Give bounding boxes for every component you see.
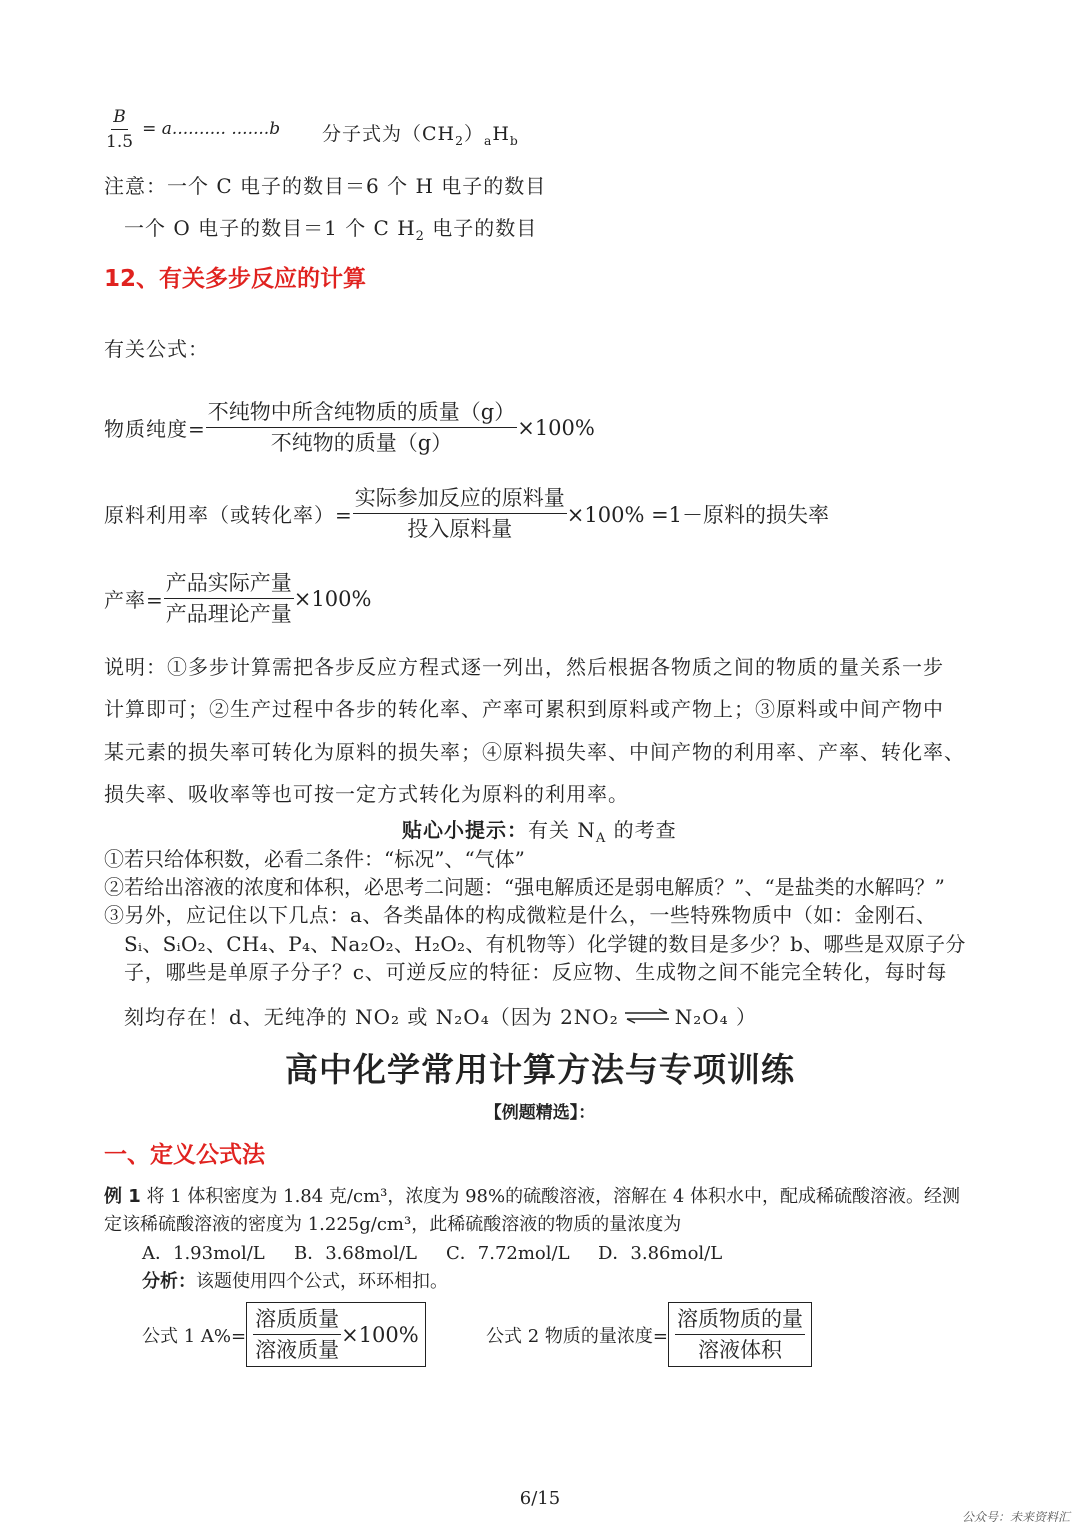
top-fraction-line [104,106,280,153]
formula-1-numerator: 溶质质量 [253,1305,341,1335]
equation-rest: = a.......... .......b [142,119,281,139]
tips-line-3: ③另外，应记住以下几点：a、各类晶体的构成微粒是什么，一些特殊物质中（如：金刚石、 [104,903,937,927]
explain-line-1: 说明：①多步计算需把各步反应方程式逐一列出，然后根据各物质之间的物质的量关系一步 [104,655,944,679]
formula-2-denominator: 溶液体积 [697,1338,782,1362]
util-denominator: 投入原料量 [407,517,513,541]
analysis-text: 该题使用四个公式，环环相扣。 [196,1271,448,1292]
util-tail: ×100% =1－原料的损失率 [566,502,830,527]
main-title: 高中化学常用计算方法与专项训练 [285,1050,795,1089]
yield-tail: ×100% [293,586,372,611]
formula-label: 分子式为（CH [322,123,456,145]
molecular-formula [322,119,519,148]
tips-title-sub: A [595,831,607,846]
purity-formula [104,398,595,457]
formula-1-denominator: 溶液质量 [255,1338,340,1362]
option-a: A．1.93mol/L [142,1243,265,1264]
explain-line-3: 某元素的损失率可转化为原料的损失率；④原料损失率、中间产物的利用率、产率、转化率、 [104,740,965,764]
analysis-label: 分析： [142,1271,196,1292]
tips-line-4: Sᵢ、SᵢO₂、CH₄、P₄、Na₂O₂、H₂O₂、有机物等）化学键的数目是多少？b、哪些是双原子分 [124,932,966,956]
purity-denominator: 不纯物的质量（g） [270,431,453,455]
tips-line-2: ②若给出溶液的浓度和体积，必思考二问题：“强电解质还是弱电解质？”、“是盐类的水解吗？” [104,875,945,899]
analysis-line [142,1267,448,1293]
tips-title-bold: 贴心小提示： [402,818,528,842]
util-numerator: 实际参加反应的原料量 [353,484,567,514]
example-1-line-2: 定该稀硫酸溶液的密度为 1.225g/cm³，此稀硫酸溶液的物质的量浓度为 [104,1214,682,1235]
fraction-numerator: B [111,106,128,130]
note2-text: 一个 O 电子的数目＝1 个 C H [124,216,416,240]
explain-line-4: 损失率、吸收率等也可按一定方式转化为原料的利用率。 [104,782,629,806]
b-over-fraction [104,106,135,153]
tips-line-6-end: N₂O₄ ） [674,1005,758,1029]
tips-line-6-text: 刻均存在！d、无纯净的 NO₂ 或 N₂O₄（因为 2NO₂ [124,1005,619,1029]
formula-1-tail: ×100% [341,1322,419,1347]
section-1-heading: 一、定义公式法 [104,1142,265,1168]
option-c: C．7.72mol/L [446,1243,570,1264]
formula-2-fraction [675,1305,805,1364]
yield-label: 产率= [104,588,164,612]
formula-1 [142,1302,426,1367]
option-b: B．3.68mol/L [294,1243,417,1264]
purity-fraction [206,398,517,457]
util-fraction [353,484,567,543]
yield-fraction [164,569,294,628]
note2-text-end: 电子的数目 [424,216,538,240]
formula-1-label: 公式 1 A%= [142,1325,247,1347]
example-label: 例 1 [104,1186,141,1207]
purity-tail: ×100% [517,415,595,440]
formula-h: H [492,123,510,145]
note2-sub: 2 [415,229,425,244]
formula-paren: ） [463,123,484,145]
purity-label: 物质纯度= [104,417,206,441]
page-number: 6/15 [519,1488,561,1509]
watermark: 公众号：未来资料汇 [961,1510,1070,1524]
note-line-2 [124,212,537,244]
formula-2 [486,1302,812,1367]
formula-2-box [668,1302,812,1367]
yield-numerator: 产品实际产量 [164,569,294,599]
tips-title-rest: 有关 N [528,818,596,842]
fraction-denominator: 1.5 [106,132,134,152]
tips-line-1: ①若只给体积数，必看二条件：“标况”、“气体” [104,847,525,871]
explain-line-2: 计算即可；②生产过程中各步的转化率、产率可累积到原料或产物上；③原料或中间产物中 [104,697,944,721]
formula-sub: b [509,133,519,148]
formula-2-numerator: 溶质物质的量 [675,1305,805,1335]
tips-title-end: 的考查 [606,818,677,842]
note-line-1: 注意：一个 C 电子的数目＝6 个 H 电子的数目 [104,174,547,198]
utilization-formula [104,484,829,543]
util-label: 原料利用率（或转化率）= [104,503,353,527]
yield-formula [104,569,371,628]
formula-1-box [246,1302,426,1367]
option-d: D．3.86mol/L [598,1243,723,1264]
formula-sub: 2 [455,133,464,148]
tips-line-5: 子，哪些是单原子分子？c、可逆反应的特征：反应物、生成物之间不能完全转化，每时每 [124,960,948,984]
purity-numerator: 不纯物中所含纯物质的质量（g） [206,398,517,428]
formula-sub: a [483,133,493,148]
formula-2-label: 公式 2 物质的量浓度= [486,1325,668,1347]
main-subtitle: 【例题精选】： [484,1103,596,1123]
example-text-1: 将 1 体积密度为 1.84 克/cm³，浓度为 98%的硫酸溶液，溶解在 4 体积水中，配成稀硫酸溶液。经测 [140,1186,960,1207]
equilibrium-arrow-icon [623,1008,671,1024]
tips-line-6 [124,1001,757,1030]
example-1-line-1 [104,1182,960,1208]
yield-denominator: 产品理论产量 [165,602,292,626]
tips-title [402,814,677,846]
formulas-label: 有关公式： [104,337,209,361]
formula-1-fraction [253,1305,341,1364]
section-12-heading: 12、有关多步反应的计算 [104,266,367,292]
